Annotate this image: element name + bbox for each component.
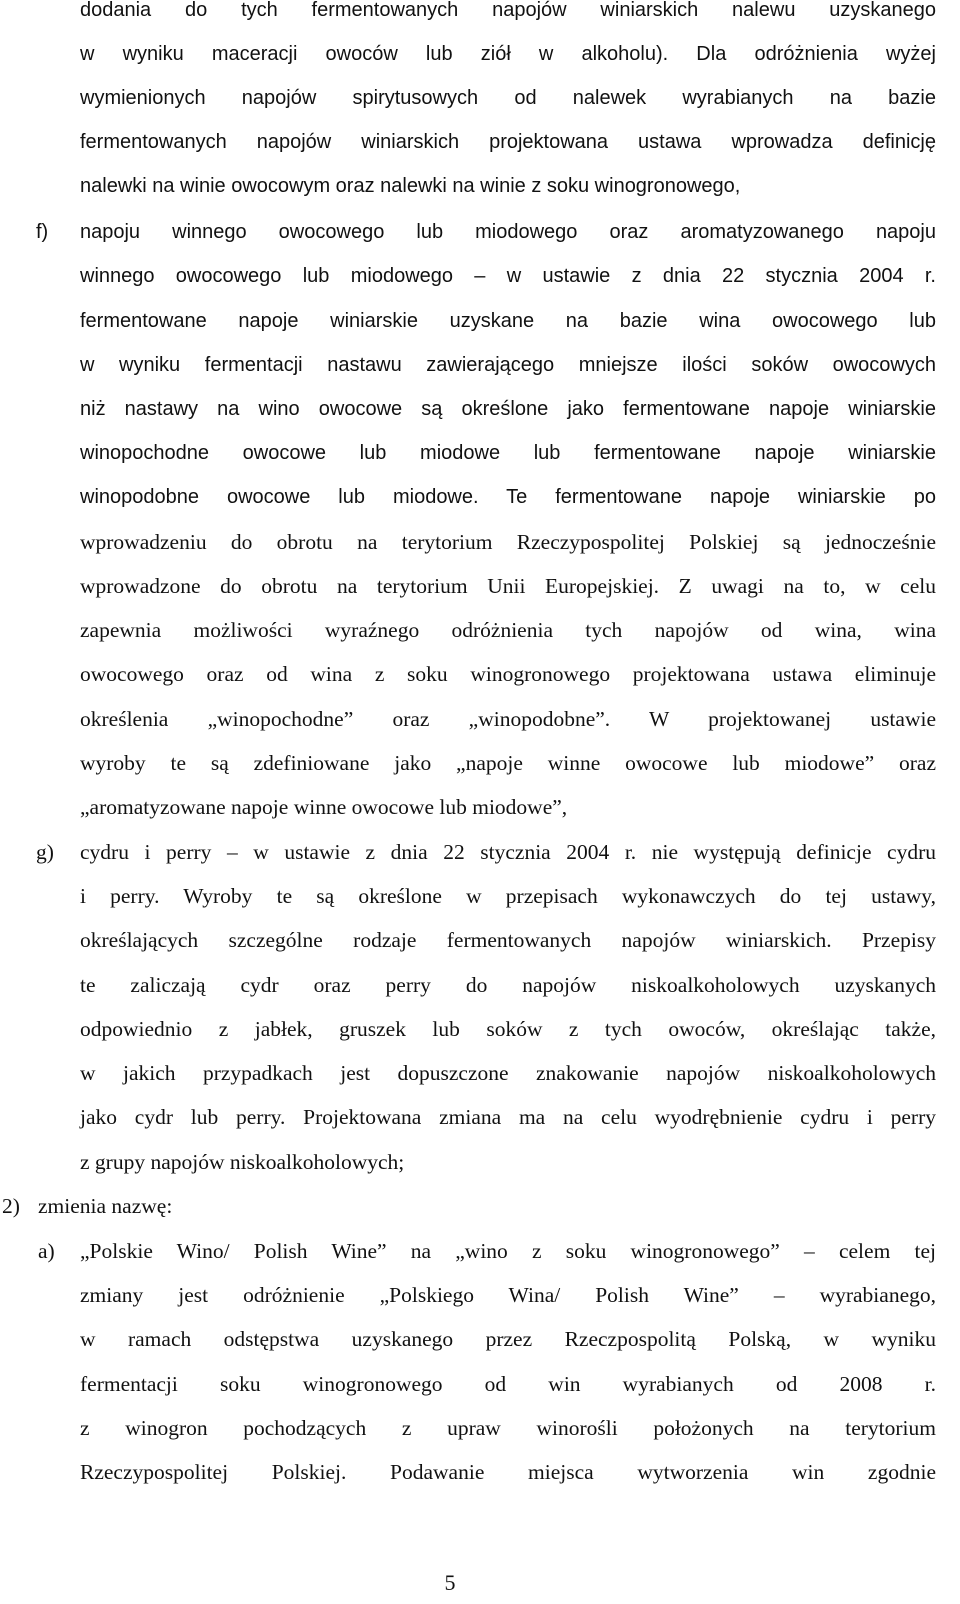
text-line: w wyniku fermentacji nastawu zawierającego mniejsze ilości soków owocowych [80, 354, 936, 376]
text-line: zmiany jest odróżnienie „Polskiego Wina/ Polish Wine” – wyrabianego, [80, 1283, 936, 1307]
text-line: w jakich przypadkach jest dopuszczone znakowanie napojów niskoalkoholowych [80, 1061, 936, 1085]
text-line: Rzeczypospolitej Polskiej. Podawanie miejsca wytworzenia win zgodnie [80, 1460, 936, 1484]
list-marker-2: 2) [2, 1194, 20, 1218]
text-line: wyroby te są zdefiniowane jako „napoje winne owocowe lub miodowe” oraz [80, 751, 936, 775]
text-line: wprowadzone do obrotu na terytorium Unii Europejskiej. Z uwagi na to, w celu [80, 574, 936, 598]
text-line: fermentacji soku winogronowego od win wyrabianych od 2008 r. [80, 1372, 936, 1396]
text-line: cydru i perry – w ustawie z dnia 22 stycznia 2004 r. nie występują definicje cydru [80, 840, 936, 864]
list-marker-f: f) [36, 221, 49, 243]
text-line: wymienionych napojów spirytusowych od nalewek wyrabianych na bazie [80, 87, 936, 109]
text-line: określenia „winopochodne” oraz „winopodobne”. W projektowanej ustawie [80, 707, 936, 731]
text-line: fermentowanych napojów winiarskich projektowana ustawa wprowadza definicję [80, 131, 936, 153]
text-line: winopochodne owocowe lub miodowe lub fermentowane napoje winiarskie [80, 442, 936, 464]
text-line: odpowiednio z jabłek, gruszek lub soków z tych owoców, określając także, [80, 1017, 936, 1041]
text-line: winnego owocowego lub miodowego – w ustawie z dnia 22 stycznia 2004 r. [80, 265, 936, 287]
text-line: winopodobne owocowe lub miodowe. Te fermentowane napoje winiarskie po [80, 486, 936, 508]
text-line: z grupy napojów niskoalkoholowych; [80, 1150, 405, 1174]
text-line: i perry. Wyroby te są określone w przepisach wykonawczych do tej ustawy, [80, 884, 936, 908]
list-marker-g: g) [36, 840, 54, 864]
text-line: w ramach odstępstwa uzyskanego przez Rzeczpospolitą Polską, w wyniku [80, 1327, 936, 1351]
text-line: określających szczególne rodzaje fermentowanych napojów winiarskich. Przepisy [80, 928, 936, 952]
text-line: w wyniku maceracji owoców lub ziół w alkoholu). Dla odróżnienia wyżej [80, 43, 936, 65]
text-line: fermentowane napoje winiarskie uzyskane na bazie wina owocowego lub [80, 310, 936, 332]
page-number: 5 [444, 1570, 456, 1595]
list-item-heading: zmienia nazwę: [38, 1194, 173, 1218]
text-line: jako cydr lub perry. Projektowana zmiana ma na celu wyodrębnienie cydru i perry [80, 1105, 936, 1129]
text-line: zapewnia możliwości wyraźnego odróżnienia tych napojów od wina, wina [80, 618, 936, 642]
text-line: nalewki na winie owocowym oraz nalewki na winie z soku winogronowego, [80, 175, 741, 197]
list-marker-a: a) [38, 1239, 55, 1263]
text-line: te zaliczają cydr oraz perry do napojów niskoalkoholowych uzyskanych [80, 973, 936, 997]
text-line: dodania do tych fermentowanych napojów winiarskich nalewu uzyskanego [80, 0, 936, 21]
text-line: napoju winnego owocowego lub miodowego oraz aromatyzowanego napoju [80, 221, 936, 243]
text-line: wprowadzeniu do obrotu na terytorium Rzeczypospolitej Polskiej są jednocześnie [80, 530, 936, 554]
text-line: niż nastawy na wino owocowe są określone jako fermentowane napoje winiarskie [80, 398, 936, 420]
text-line: „Polskie Wino/ Polish Wine” na „wino z soku winogronowego” – celem tej [80, 1239, 936, 1263]
text-line: owocowego oraz od wina z soku winogronowego projektowana ustawa eliminuje [80, 662, 936, 686]
text-line: z winogron pochodzących z upraw winorośli położonych na terytorium [80, 1416, 936, 1440]
text-line: „aromatyzowane napoje winne owocowe lub miodowe”, [80, 795, 568, 819]
